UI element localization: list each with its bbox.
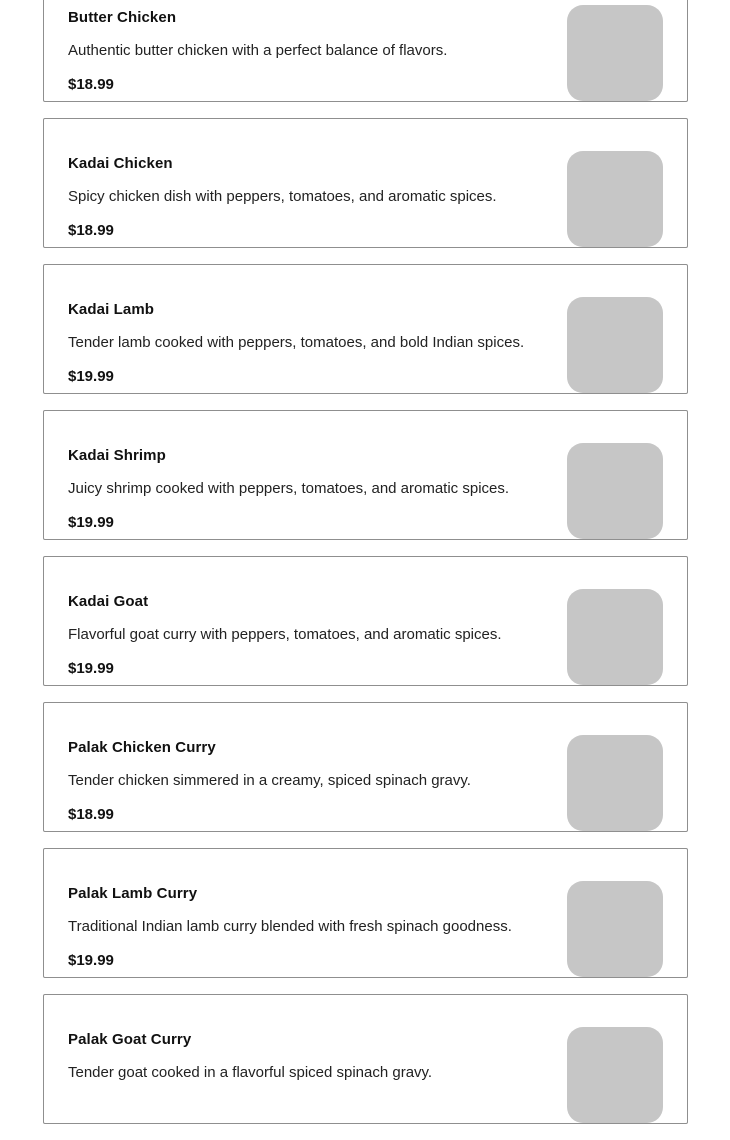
- menu-item-card[interactable]: [43, 118, 688, 248]
- menu-item-image: [567, 881, 663, 977]
- menu-item-name: Kadai Shrimp: [68, 447, 166, 464]
- menu-item-price: $18.99: [68, 806, 114, 823]
- menu-item-card[interactable]: [43, 556, 688, 686]
- menu-item-image: [567, 735, 663, 831]
- menu-item-image: [567, 1027, 663, 1123]
- menu-item-image: [567, 297, 663, 393]
- menu-item-image: [567, 589, 663, 685]
- menu-item-card[interactable]: [43, 848, 688, 978]
- menu-item-image: [567, 443, 663, 539]
- menu-item-description: Traditional Indian lamb curry blended with fresh spinach goodness.: [68, 918, 512, 935]
- menu-item-description: Authentic butter chicken with a perfect balance of flavors.: [68, 42, 448, 59]
- menu-item-image: [567, 5, 663, 101]
- menu-item-list: [43, 0, 688, 1140]
- menu-item-description: Spicy chicken dish with peppers, tomatoes, and aromatic spices.: [68, 188, 497, 205]
- menu-item-description: Tender lamb cooked with peppers, tomatoes, and bold Indian spices.: [68, 334, 525, 351]
- menu-item-name: Kadai Lamb: [68, 301, 155, 318]
- menu-item-price: $19.99: [68, 514, 114, 531]
- menu-item-name: Kadai Goat: [68, 593, 149, 610]
- menu-item-card[interactable]: [43, 0, 688, 102]
- menu-item-name: Kadai Chicken: [68, 155, 173, 172]
- menu-item-description: Flavorful goat curry with peppers, tomatoes, and aromatic spices.: [68, 626, 502, 643]
- menu-item-name: Butter Chicken: [68, 9, 177, 26]
- menu-item-description: Juicy shrimp cooked with peppers, tomatoes, and aromatic spices.: [68, 480, 510, 497]
- menu-item-price: $19.99: [68, 660, 114, 677]
- menu-item-name: Palak Chicken Curry: [68, 739, 216, 756]
- menu-item-card[interactable]: [43, 994, 688, 1124]
- menu-item-name: Palak Lamb Curry: [68, 885, 198, 902]
- menu-item-price: $18.99: [68, 76, 114, 93]
- menu-item-card[interactable]: [43, 264, 688, 394]
- menu-item-card[interactable]: [43, 702, 688, 832]
- menu-item-image: [567, 151, 663, 247]
- menu-item-price: $19.99: [68, 368, 114, 385]
- menu-item-name: Palak Goat Curry: [68, 1031, 192, 1048]
- menu-item-price: $19.99: [68, 952, 114, 969]
- menu-item-price: $18.99: [68, 222, 114, 239]
- menu-item-description: Tender goat cooked in a flavorful spiced spinach gravy.: [68, 1064, 433, 1081]
- menu-item-card[interactable]: [43, 410, 688, 540]
- menu-item-description: Tender chicken simmered in a creamy, spiced spinach gravy.: [68, 772, 471, 789]
